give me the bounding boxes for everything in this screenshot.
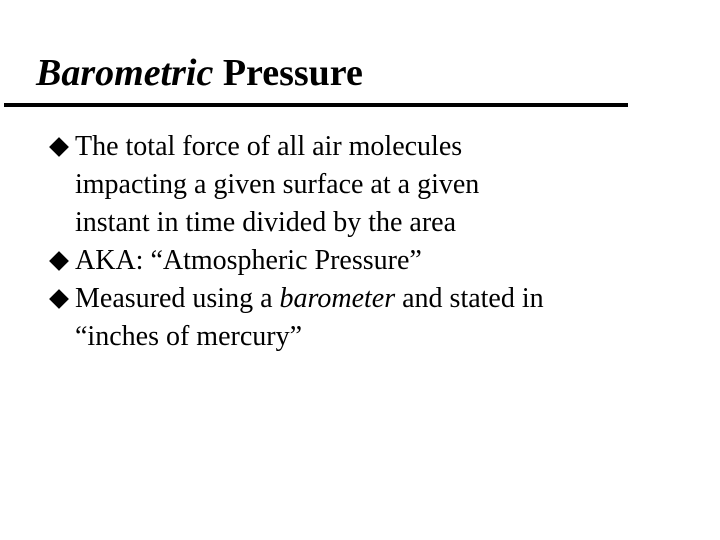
bullet-text-line: [75, 280, 700, 318]
bullet-text-line: instant in time divided by the area: [75, 207, 457, 238]
bullet-text-line: AKA: “Atmospheric Pressure”: [75, 245, 422, 276]
title-divider: [4, 103, 628, 107]
bullet-text-italic: barometer: [279, 283, 396, 314]
diamond-bullet-icon: [49, 137, 69, 157]
diamond-bullet-icon: [49, 251, 69, 271]
bullet-text-segment: Measured using a: [75, 283, 280, 314]
bullet-item: [0, 242, 700, 280]
slide-title-rest: Pressure: [213, 52, 363, 94]
bullet-text-line: impacting a given surface at a given: [75, 169, 480, 200]
bullet-list: [0, 128, 700, 356]
slide-title-italic: Barometric: [36, 52, 214, 94]
bullet-item: [0, 128, 700, 242]
bullet-text-line: “inches of mercury”: [75, 321, 302, 352]
slide-title: [36, 52, 363, 96]
bullet-text-line: The total force of all air molecules: [75, 131, 463, 162]
diamond-bullet-icon: [49, 289, 69, 309]
bullet-text-segment: and stated in: [395, 283, 544, 314]
bullet-item: [0, 280, 700, 356]
